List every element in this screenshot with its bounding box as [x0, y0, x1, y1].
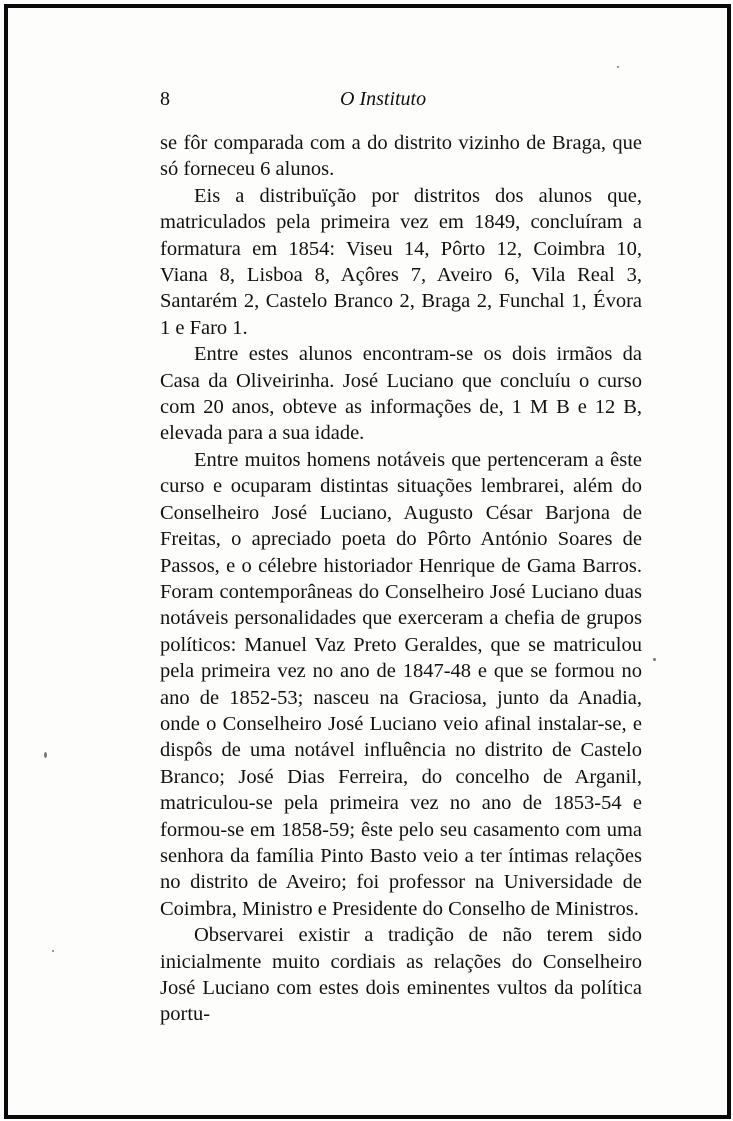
- scan-speck: [52, 950, 54, 952]
- paragraph-continuation: se fôr comparada com a do distrito vizinho de Braga, que só forneceu 6 alunos.: [160, 132, 642, 181]
- paragraph-notable-men: Entre muitos homens notáveis que pertenceram a êste curso e ocuparam distintas situações lembrarei, além do Conselheiro José Luciano, Augusto César Barjona de Freitas, o apreciado poeta do Pôrto António Soares de Passos, e o célebre historiador Henrique de Gama Barros. Foram contemporâneas do Conselheiro José Luciano duas notáveis personalidades que exerceram a chefia de grupos políticos: Manuel Vaz Preto Geraldes, que se matriculou pela primeira vez no ano de 1847-48 e que se formou no ano de 1852-53; nasceu na Graciosa, junto da Anadia, onde o Conselheiro José Luciano veio afinal instalar-se, e dispôs de uma notável influência no distrito de Castelo Branco; José Dias Ferreira, do concelho de Arganil, matriculou-se pela primeira vez no ano de 1853-54 e formou-se em 1858-59; êste pelo seu casamento com uma senhora da família Pinto Basto veio a ter íntimas relações no distrito de Aveiro; foi professor na Universidade de Coimbra, Ministro e Presidente do Conselho de Ministros.: [160, 448, 642, 920]
- text-body: [160, 130, 642, 1028]
- paragraph-distribution: Eis a distribuïção por distritos dos alunos que, matriculados pela primeira vez em 1849, concluíram a formatura em 1854: Viseu 14, Pôrto 12, Coimbra 10, Viana 8, Lisboa 8, Açôres 7, Aveiro 6, Vila Real 3, Santarém 2, Castelo Branco 2, Braga 2, Funchal 1, Évora 1 e Faro 1.: [160, 184, 642, 339]
- paragraph-oliveirinha: Entre estes alunos encontram-se os dois irmãos da Casa da Oliveirinha. José Luciano que concluíu o curso com 20 anos, obteve as informações de, 1 M B e 12 B, elevada para a sua idade.: [160, 343, 642, 445]
- scan-speck: [617, 66, 619, 68]
- scan-speck: [44, 752, 47, 758]
- running-title: O Instituto: [340, 88, 427, 110]
- scan-speck: [653, 658, 656, 661]
- paragraph-tradition: Observarei existir a tradição de não terem sido inicialmente muito cordiais as relações do Conselheiro José Luciano com estes dois eminentes vultos da política portu-: [160, 924, 642, 1026]
- page-header: [160, 88, 640, 116]
- page-number: 8: [160, 88, 170, 110]
